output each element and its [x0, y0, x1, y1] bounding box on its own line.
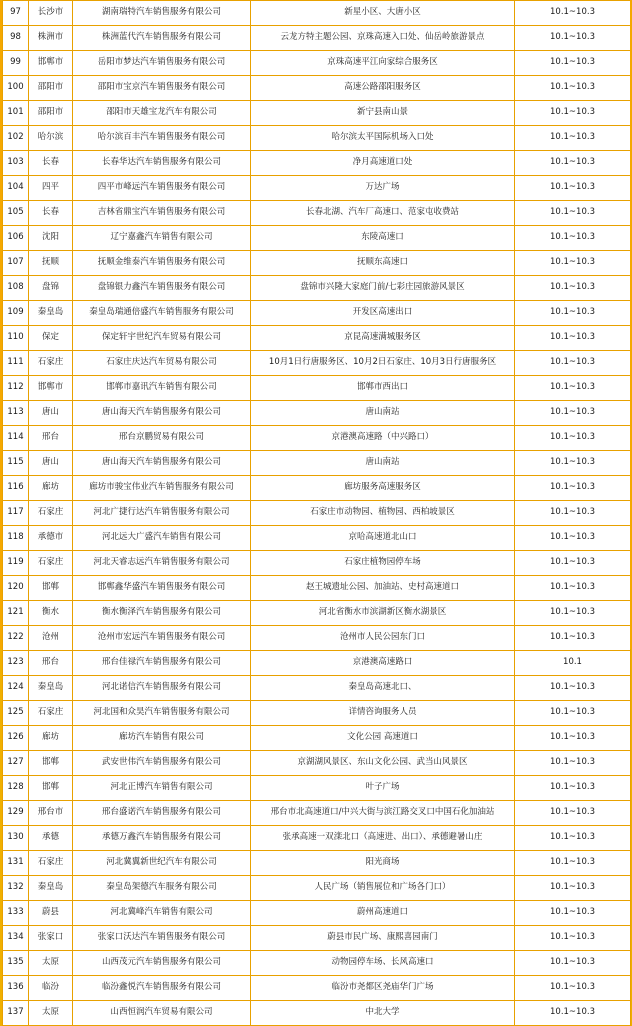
table-row [3, 451, 631, 476]
table-row [3, 851, 631, 876]
cell-city: 秦皇岛 [29, 301, 73, 326]
cell-city: 邵阳市 [29, 101, 73, 126]
cell-idx: 112 [3, 376, 29, 401]
table-row [3, 701, 631, 726]
table-row [3, 526, 631, 551]
cell-idx: 111 [3, 351, 29, 376]
cell-loc: 赵王城遗址公园、加油站、史村高速道口 [251, 576, 515, 601]
cell-name: 抚顺金维泰汽车销售服务有限公司 [73, 251, 251, 276]
cell-date: 10.1~10.3 [515, 876, 631, 901]
cell-name: 邯郸鑫华盛汽车销售服务有限公司 [73, 576, 251, 601]
cell-name: 唐山海天汽车销售服务有限公司 [73, 451, 251, 476]
table-row [3, 476, 631, 501]
cell-date: 10.1~10.3 [515, 701, 631, 726]
cell-date: 10.1~10.3 [515, 101, 631, 126]
cell-city: 太原 [29, 1001, 73, 1026]
cell-city: 盘锦 [29, 276, 73, 301]
cell-name: 临汾鑫悦汽车销售服务有限公司 [73, 976, 251, 1001]
cell-name: 保定轩宇世纪汽车贸易有限公司 [73, 326, 251, 351]
cell-date: 10.1~10.3 [515, 901, 631, 926]
cell-idx: 102 [3, 126, 29, 151]
cell-loc: 抚顺东高速口 [251, 251, 515, 276]
cell-loc: 唐山南站 [251, 401, 515, 426]
table-row [3, 151, 631, 176]
table-row [3, 651, 631, 676]
cell-name: 河北远大广盛汽车销售有限公司 [73, 526, 251, 551]
cell-idx: 127 [3, 751, 29, 776]
table-row [3, 251, 631, 276]
cell-date: 10.1~10.3 [515, 1, 631, 26]
cell-idx: 128 [3, 776, 29, 801]
table-row [3, 576, 631, 601]
table-row [3, 301, 631, 326]
cell-date: 10.1~10.3 [515, 326, 631, 351]
cell-city: 邯郸市 [29, 376, 73, 401]
cell-name: 秦皇岛架德汽车服务有限公司 [73, 876, 251, 901]
cell-city: 四平 [29, 176, 73, 201]
cell-city: 唐山 [29, 451, 73, 476]
cell-date: 10.1~10.3 [515, 551, 631, 576]
cell-loc: 石家庄植物园停车场 [251, 551, 515, 576]
cell-name: 盘锦银力鑫汽车销售服务有限公司 [73, 276, 251, 301]
cell-city: 石家庄 [29, 501, 73, 526]
table-row [3, 201, 631, 226]
cell-date: 10.1~10.3 [515, 426, 631, 451]
table-row [3, 901, 631, 926]
cell-city: 秦皇岛 [29, 676, 73, 701]
cell-city: 承德 [29, 826, 73, 851]
cell-loc: 张承高速一双滦北口（高速进、出口）、承德避暑山庄 [251, 826, 515, 851]
cell-idx: 98 [3, 26, 29, 51]
cell-date: 10.1~10.3 [515, 276, 631, 301]
table-row [3, 801, 631, 826]
cell-city: 株洲市 [29, 26, 73, 51]
cell-city: 秦皇岛 [29, 876, 73, 901]
cell-loc: 中北大学 [251, 1001, 515, 1026]
cell-idx: 118 [3, 526, 29, 551]
cell-idx: 121 [3, 601, 29, 626]
cell-loc: 净月高速道口处 [251, 151, 515, 176]
cell-name: 承德万鑫汽车销售服务有限公司 [73, 826, 251, 851]
cell-date: 10.1~10.3 [515, 26, 631, 51]
cell-city: 临汾 [29, 976, 73, 1001]
cell-idx: 97 [3, 1, 29, 26]
cell-idx: 120 [3, 576, 29, 601]
cell-date: 10.1~10.3 [515, 401, 631, 426]
cell-date: 10.1~10.3 [515, 151, 631, 176]
table-row [3, 101, 631, 126]
cell-city: 保定 [29, 326, 73, 351]
table-row [3, 176, 631, 201]
cell-idx: 124 [3, 676, 29, 701]
table-row [3, 401, 631, 426]
cell-idx: 114 [3, 426, 29, 451]
table-row [3, 551, 631, 576]
cell-name: 辽宁嘉鑫汽车销售有限公司 [73, 226, 251, 251]
cell-date: 10.1~10.3 [515, 676, 631, 701]
cell-idx: 106 [3, 226, 29, 251]
cell-date: 10.1~10.3 [515, 576, 631, 601]
cell-date: 10.1~10.3 [515, 601, 631, 626]
cell-date: 10.1~10.3 [515, 51, 631, 76]
cell-name: 山西茂元汽车销售服务有限公司 [73, 951, 251, 976]
cell-loc: 沧州市人民公园东门口 [251, 626, 515, 651]
cell-city: 邯郸市 [29, 51, 73, 76]
cell-idx: 131 [3, 851, 29, 876]
cell-date: 10.1~10.3 [515, 726, 631, 751]
cell-idx: 129 [3, 801, 29, 826]
cell-loc: 高速公路邵阳服务区 [251, 76, 515, 101]
cell-loc: 东陵高速口 [251, 226, 515, 251]
cell-date: 10.1~10.3 [515, 301, 631, 326]
cell-name: 张家口沃达汽车销售服务有限公司 [73, 926, 251, 951]
cell-name: 河北冀翼新世纪汽车有限公司 [73, 851, 251, 876]
cell-loc: 10月1日行唐服务区、10月2日石家庄、10月3日行唐服务区 [251, 351, 515, 376]
cell-city: 沈阳 [29, 226, 73, 251]
cell-name: 邢台京鹏贸易有限公司 [73, 426, 251, 451]
cell-loc: 石家庄市动物园、植物园、西柏坡景区 [251, 501, 515, 526]
cell-loc: 临汾市尧都区尧庙华门广场 [251, 976, 515, 1001]
cell-city: 长沙市 [29, 1, 73, 26]
table-row [3, 501, 631, 526]
frame-band-left [0, 0, 2, 649]
cell-date: 10.1~10.3 [515, 201, 631, 226]
cell-name: 长春华达汽车销售服务有限公司 [73, 151, 251, 176]
cell-name: 株洲蓝代汽车销售服务有限公司 [73, 26, 251, 51]
cell-loc: 动物园停车场、长风高速口 [251, 951, 515, 976]
cell-name: 邵阳市天雄宝龙汽车有限公司 [73, 101, 251, 126]
table-row [3, 376, 631, 401]
cell-idx: 115 [3, 451, 29, 476]
cell-loc: 新宁县南山景 [251, 101, 515, 126]
dealer-activity-table [2, 0, 631, 1026]
cell-city: 长春 [29, 201, 73, 226]
cell-idx: 117 [3, 501, 29, 526]
cell-city: 石家庄 [29, 551, 73, 576]
cell-date: 10.1~10.3 [515, 776, 631, 801]
cell-loc: 唐山南站 [251, 451, 515, 476]
table-row [3, 426, 631, 451]
cell-name: 河北正博汽车销售有限公司 [73, 776, 251, 801]
cell-date: 10.1~10.3 [515, 451, 631, 476]
cell-idx: 116 [3, 476, 29, 501]
cell-name: 河北诺信汽车销售服务有限公司 [73, 676, 251, 701]
cell-name: 河北广捷行达汽车销售服务有限公司 [73, 501, 251, 526]
cell-loc: 万达广场 [251, 176, 515, 201]
cell-date: 10.1~10.3 [515, 376, 631, 401]
table-body [3, 1, 631, 1026]
cell-date: 10.1~10.3 [515, 826, 631, 851]
table-row [3, 626, 631, 651]
cell-name: 石家庄庆达汽车贸易有限公司 [73, 351, 251, 376]
table-row [3, 676, 631, 701]
cell-loc: 盘锦市兴隆大家庭门前/七彩庄园旅游风景区 [251, 276, 515, 301]
cell-idx: 103 [3, 151, 29, 176]
cell-idx: 100 [3, 76, 29, 101]
cell-loc: 秦皇岛高速北口、 [251, 676, 515, 701]
cell-name: 哈尔滨百丰汽车销售服务有限公司 [73, 126, 251, 151]
cell-loc: 邢台市北高速道口/中兴大街与滨江路交叉口中国石化加油站 [251, 801, 515, 826]
table-row [3, 826, 631, 851]
cell-name: 廊坊市骏宝伟业汽车销售服务有限公司 [73, 476, 251, 501]
cell-date: 10.1~10.3 [515, 501, 631, 526]
cell-loc: 长春北湖、汽车厂高速口、范家屯收费站 [251, 201, 515, 226]
cell-city: 哈尔滨 [29, 126, 73, 151]
cell-loc: 河北省衡水市滨湖新区衡水湖景区 [251, 601, 515, 626]
cell-date: 10.1~10.3 [515, 76, 631, 101]
cell-loc: 阳光商场 [251, 851, 515, 876]
cell-name: 河北冀峰汽车销售有限公司 [73, 901, 251, 926]
cell-idx: 104 [3, 176, 29, 201]
cell-name: 河北国和众昊汽车销售服务有限公司 [73, 701, 251, 726]
table-row [3, 1001, 631, 1026]
cell-date: 10.1~10.3 [515, 251, 631, 276]
cell-city: 沧州 [29, 626, 73, 651]
cell-loc: 人民广场（销售展位和广场各门口） [251, 876, 515, 901]
cell-idx: 110 [3, 326, 29, 351]
cell-idx: 122 [3, 626, 29, 651]
cell-idx: 113 [3, 401, 29, 426]
cell-idx: 132 [3, 876, 29, 901]
cell-name: 邢台盛诺汽车销售服务有限公司 [73, 801, 251, 826]
cell-date: 10.1~10.3 [515, 926, 631, 951]
cell-idx: 134 [3, 926, 29, 951]
table-row [3, 226, 631, 251]
cell-name: 吉林省鼎宝汽车销售服务有限公司 [73, 201, 251, 226]
cell-idx: 109 [3, 301, 29, 326]
cell-name: 湖南瑞特汽车销售服务有限公司 [73, 1, 251, 26]
cell-date: 10.1~10.3 [515, 351, 631, 376]
cell-date: 10.1~10.3 [515, 951, 631, 976]
cell-loc: 蔚县市民广场、康熙喜园南门 [251, 926, 515, 951]
cell-city: 衡水 [29, 601, 73, 626]
cell-date: 10.1~10.3 [515, 851, 631, 876]
cell-city: 石家庄 [29, 351, 73, 376]
cell-city: 邵阳市 [29, 76, 73, 101]
cell-loc: 详情咨询服务人员 [251, 701, 515, 726]
cell-date: 10.1 [515, 651, 631, 676]
cell-date: 10.1~10.3 [515, 476, 631, 501]
table-row [3, 26, 631, 51]
table-row [3, 276, 631, 301]
cell-name: 武安世伟汽车销售服务有限公司 [73, 751, 251, 776]
cell-city: 张家口 [29, 926, 73, 951]
cell-city: 廊坊 [29, 476, 73, 501]
table-row [3, 926, 631, 951]
cell-loc: 哈尔滨太平国际机场入口处 [251, 126, 515, 151]
cell-loc: 邯郸市西出口 [251, 376, 515, 401]
cell-name: 四平市峰远汽车销售服务有限公司 [73, 176, 251, 201]
cell-loc: 新星小区、大唐小区 [251, 1, 515, 26]
table-row [3, 876, 631, 901]
cell-city: 邢台 [29, 651, 73, 676]
cell-loc: 叶子广场 [251, 776, 515, 801]
cell-date: 10.1~10.3 [515, 626, 631, 651]
table-row [3, 351, 631, 376]
cell-idx: 126 [3, 726, 29, 751]
cell-city: 蔚县 [29, 901, 73, 926]
cell-name: 廊坊汽车销售有限公司 [73, 726, 251, 751]
cell-loc: 京港澳高速路口 [251, 651, 515, 676]
cell-city: 长春 [29, 151, 73, 176]
cell-loc: 京湖湖风景区、东山文化公园、武当山风景区 [251, 751, 515, 776]
cell-idx: 107 [3, 251, 29, 276]
cell-city: 邯郸 [29, 576, 73, 601]
cell-city: 抚顺 [29, 251, 73, 276]
cell-date: 10.1~10.3 [515, 526, 631, 551]
cell-loc: 文化公园 高速道口 [251, 726, 515, 751]
cell-date: 10.1~10.3 [515, 976, 631, 1001]
cell-city: 石家庄 [29, 701, 73, 726]
cell-loc: 京哈高速道北山口 [251, 526, 515, 551]
table-row [3, 726, 631, 751]
cell-date: 10.1~10.3 [515, 1001, 631, 1026]
cell-city: 邢台市 [29, 801, 73, 826]
cell-idx: 123 [3, 651, 29, 676]
cell-city: 邢台 [29, 426, 73, 451]
table-row [3, 976, 631, 1001]
cell-loc: 云龙方特主题公园、京珠高速入口处、仙岳岭旅游景点 [251, 26, 515, 51]
cell-loc: 京昆高速满城服务区 [251, 326, 515, 351]
table-row [3, 126, 631, 151]
cell-loc: 京珠高速平江向家综合服务区 [251, 51, 515, 76]
cell-date: 10.1~10.3 [515, 176, 631, 201]
cell-name: 岳阳市梦达汽车销售服务有限公司 [73, 51, 251, 76]
cell-loc: 京港澳高速路（中兴路口） [251, 426, 515, 451]
cell-name: 沧州市宏远汽车销售服务有限公司 [73, 626, 251, 651]
cell-idx: 137 [3, 1001, 29, 1026]
table-row [3, 601, 631, 626]
table-row [3, 776, 631, 801]
cell-city: 承德市 [29, 526, 73, 551]
cell-idx: 125 [3, 701, 29, 726]
table-row [3, 76, 631, 101]
cell-idx: 136 [3, 976, 29, 1001]
cell-name: 邢台佳禄汽车销售服务有限公司 [73, 651, 251, 676]
cell-name: 河北天睿志远汽车销售服务有限公司 [73, 551, 251, 576]
cell-loc: 蔚州高速道口 [251, 901, 515, 926]
table-row [3, 1, 631, 26]
cell-idx: 119 [3, 551, 29, 576]
table-row [3, 326, 631, 351]
cell-name: 唐山海天汽车销售服务有限公司 [73, 401, 251, 426]
cell-city: 邯郸 [29, 751, 73, 776]
cell-date: 10.1~10.3 [515, 801, 631, 826]
cell-name: 邯郸市嘉讯汽车销售有限公司 [73, 376, 251, 401]
cell-city: 邯郸 [29, 776, 73, 801]
cell-date: 10.1~10.3 [515, 751, 631, 776]
table-row [3, 751, 631, 776]
table-row [3, 951, 631, 976]
cell-city: 石家庄 [29, 851, 73, 876]
cell-name: 山西恒润汽车贸易有限公司 [73, 1001, 251, 1026]
cell-idx: 105 [3, 201, 29, 226]
cell-loc: 开发区高速出口 [251, 301, 515, 326]
cell-idx: 133 [3, 901, 29, 926]
cell-idx: 130 [3, 826, 29, 851]
cell-loc: 廊坊服务高速服务区 [251, 476, 515, 501]
cell-date: 10.1~10.3 [515, 126, 631, 151]
cell-name: 衡水衡泽汽车销售服务有限公司 [73, 601, 251, 626]
cell-idx: 99 [3, 51, 29, 76]
cell-name: 秦皇岛瑞通倍盛汽车销售服务有限公司 [73, 301, 251, 326]
cell-name: 邵阳市宝京汽车销售服务有限公司 [73, 76, 251, 101]
cell-date: 10.1~10.3 [515, 226, 631, 251]
cell-idx: 135 [3, 951, 29, 976]
cell-idx: 108 [3, 276, 29, 301]
cell-city: 廊坊 [29, 726, 73, 751]
cell-city: 太原 [29, 951, 73, 976]
cell-idx: 101 [3, 101, 29, 126]
cell-city: 唐山 [29, 401, 73, 426]
table-row [3, 51, 631, 76]
